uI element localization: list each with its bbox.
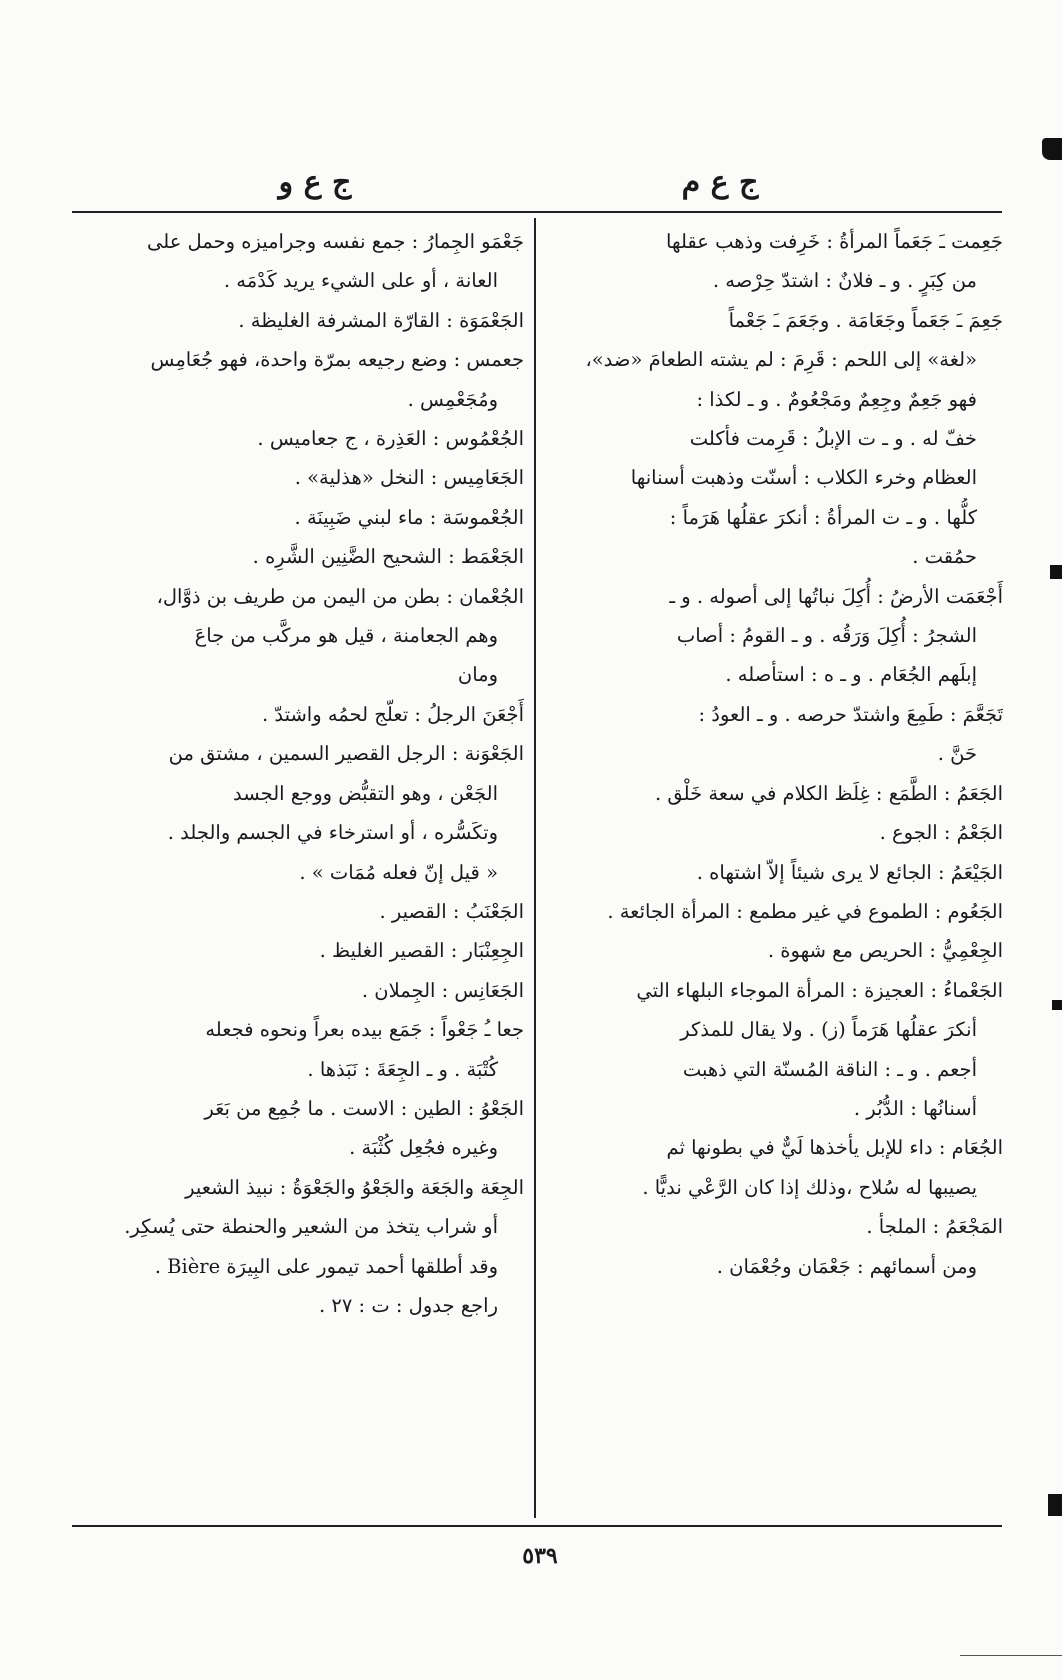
entry-line: إبلَهم الجُعَام . و ـ ه : استأصله . bbox=[725, 663, 977, 687]
bottom-rule bbox=[72, 1525, 1002, 1527]
entry-line: أَجْعَمَت الأرضُ : أُكِلَ نباتُها إلى أصوله . و ـ bbox=[669, 584, 1003, 608]
entry-line: العانة ، أو على الشيء يريد كَدْمَه . bbox=[223, 269, 498, 293]
entry-line: أَجْعَنَ الرجلُ : تعلّج لحمُه واشتدّ . bbox=[261, 702, 524, 726]
entry-line: الجَعْوَنة : الرجل القصير السمين ، مشتق من bbox=[168, 742, 524, 766]
column-header-right: ج ع م bbox=[681, 165, 759, 200]
entry-line: جَعِمَ ـَ جَعَماً وجَعَامَة . وجَعَمَ ـَ جَعْماً bbox=[728, 308, 1003, 332]
entry-line: أجعم . و ـ : الناقة المُسنّة التي ذهبت bbox=[682, 1057, 977, 1081]
entry-line: وتكَسُّره ، أو استرخاء في الجسم والجلد . bbox=[167, 821, 498, 845]
entry-line: الجُعْموسَة : ماء لبني ضَبِينَة . bbox=[294, 505, 524, 529]
entry-line: جعمس : وضع رجيعه بمرّة واحدة، فهو جُعَامِس bbox=[150, 348, 524, 372]
entry-line: الجُعْمان : بطن من اليمن من طريف بن ذوَّال، bbox=[156, 584, 524, 608]
entry-line: راجع جدول : ت : ٢٧ . bbox=[319, 1293, 498, 1317]
entry-line: وقد أطلقها أحمد تيمور على البِيرَة Bière . bbox=[154, 1254, 498, 1278]
entry-line: تَجَعَّمَ : طَمِعَ واشتدّ حرصه . و ـ العودُ : bbox=[698, 702, 1003, 726]
entry-line: الجَعْمَوَة : القارّة المشرفة الغليظة . bbox=[238, 308, 524, 332]
column-header-left: ج ع و bbox=[278, 165, 352, 200]
page-number: ٥٣٩ bbox=[522, 1543, 558, 1569]
entry-line: الجَعَمُ : الطَّمَع : غِلَظ الكلام في سعة خَلْق . bbox=[654, 781, 1003, 805]
entry-line: أنكرَ عقلُها هَرَماً (ز) . ولا يقال للمذكر bbox=[680, 1018, 977, 1042]
entry-line: الجَيْعَمُ : الجائع لا يرى شيئاً إلاّ اشتهاه . bbox=[696, 860, 1003, 884]
top-rule bbox=[72, 211, 1002, 213]
edge-mark bbox=[1050, 565, 1062, 579]
left-column bbox=[72, 222, 524, 1325]
entry-line: « قيل إنّ فعله مُمَات » . bbox=[299, 860, 498, 884]
entry-line: الجَعْن ، وهو التقبُّض ووجع الجسد bbox=[233, 781, 498, 805]
entry-line: وغيره فجُعِل كُثْبَة . bbox=[349, 1136, 498, 1160]
entry-line: جعا ـُ جَعْواً : جَمَع بيده بعراً ونحوه فجعله bbox=[205, 1018, 524, 1042]
entry-line: كُتْبَة . و ـ الجِعَةَ : نَبَذها . bbox=[307, 1057, 498, 1081]
entry-line: الجَعْنَبُ : القصير . bbox=[379, 899, 524, 923]
entry-line: ومان bbox=[457, 663, 498, 687]
entry-line: الجُعَام : داء للإبل يأخذها لَيٌّ في بطونها ثم bbox=[666, 1136, 1003, 1160]
entry-line: الجَعْماءُ : العجيزة : المرأة الموجاء البلهاء التي bbox=[636, 978, 1003, 1002]
column-separator bbox=[534, 218, 536, 1518]
entry-line: حمُقت . bbox=[912, 545, 977, 569]
entry-line: جَعْمَو الجِمارُ : جمع نفسه وجراميزه وحمل على bbox=[146, 230, 524, 253]
entry-line: حَنَّ . bbox=[937, 742, 977, 766]
edge-mark bbox=[1052, 1000, 1062, 1010]
entry-line: جَعِمت ـَ جَعَماً المرأةُ : خَرِفت وذهب عقلها bbox=[666, 230, 1003, 253]
entry-line: وهم الجعامنة ، قيل هو مركَّب من جاعَ bbox=[194, 624, 498, 648]
entry-line: الجَعْمَط : الشحيح الضَّنِين الشَّرِه . bbox=[252, 545, 524, 569]
edge-mark bbox=[1048, 1494, 1062, 1516]
entry-line: «لغة» إلى اللحم : قَرِمَ : لم يشته الطعامَ «ضد»، bbox=[585, 348, 977, 372]
entry-line: أو شراب يتخذ من الشعير والحنطة حتى يُسكِر. bbox=[124, 1215, 498, 1239]
entry-line: الجَعَانِس : الجِملان . bbox=[361, 978, 524, 1002]
entry-line: الجَعْوُ : الطين : الاست . ما جُمِع من بَعَر bbox=[204, 1096, 524, 1120]
entry-line: الجِعْمِيُّ : الحريص مع شهوة . bbox=[767, 939, 1003, 963]
entry-line: أسنانُها : الدُّبُر . bbox=[853, 1096, 977, 1120]
entry-line: يصيبها له سُلاح ،وذلك إذا كان الرَّعْي نديًّا . bbox=[642, 1175, 977, 1199]
entry-line: الجَعَامِيس : النخل «هذلية» . bbox=[294, 466, 524, 490]
entry-line: خفّ له . و ـ ت الإبلُ : قَرِمت فأكلت bbox=[689, 427, 977, 451]
right-column bbox=[548, 222, 1003, 1286]
entry-line: الجَعْمُ : الجوع . bbox=[879, 821, 1003, 845]
entry-line: الجَعُوم : الطموع في غير مطمع : المرأة الجائعة . bbox=[607, 899, 1003, 923]
entry-line: المَجْعَمُ : الملجأ . bbox=[866, 1215, 1003, 1239]
entry-line: كلُّها . و ـ ت المرأةُ : أنكرَ عقلُها هَرَماً : bbox=[669, 505, 977, 529]
entry-line: ومن أسمائهم : جَعْمَان وجُعْمَان . bbox=[716, 1254, 977, 1278]
entry-line: ومُجَعْمِس . bbox=[407, 387, 498, 411]
entry-line: من كِبَرٍ . و ـ فلانٌ : اشتدّ حِرْصه . bbox=[712, 269, 977, 293]
entry-line: الجِعَة والجَعَة والجَعْوُ والجَعْوَةُ : نبيذ الشعير bbox=[185, 1175, 524, 1199]
edge-mark bbox=[1042, 138, 1062, 160]
entry-line: الجُعْمُوس : العَذِرة ، ج جعاميس . bbox=[257, 427, 524, 451]
entry-line: الشجرُ : أُكِلَ وَرَقُه . و ـ القومُ : أصاب bbox=[676, 624, 977, 648]
entry-line: الجِعِنْبَار : القصير الغليظ . bbox=[319, 939, 524, 963]
footer-line bbox=[960, 1655, 1062, 1656]
entry-line: فهو جَعِمٌ وجِعِمٌ ومَجْعُومٌ . و ـ لكذا : bbox=[696, 387, 977, 411]
entry-line: العظام وخرء الكلاب : أسنّت وذهبت أسنانها bbox=[630, 466, 977, 490]
